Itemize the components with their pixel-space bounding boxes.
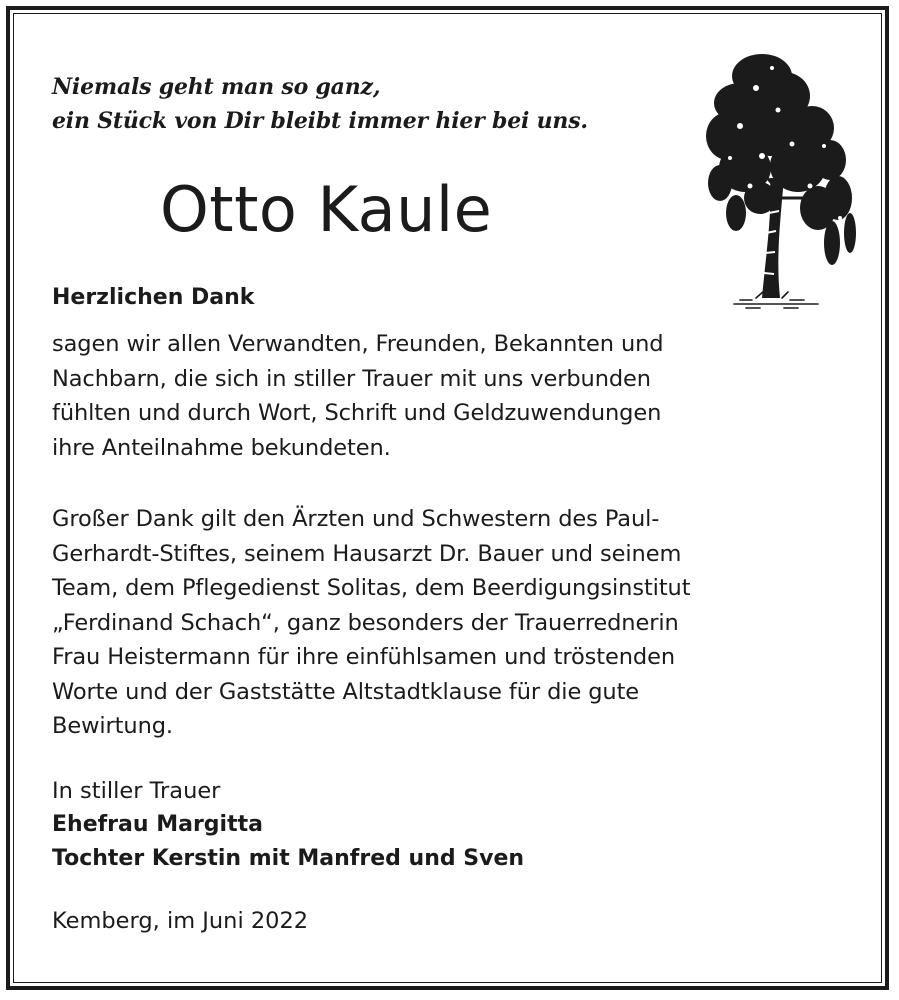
paragraph-special-thanks [52, 502, 690, 744]
paragraph-thanks [52, 327, 663, 465]
motto [52, 70, 588, 138]
text-line: sagen wir allen Verwandten, Freunden, Bekannten und [52, 331, 664, 357]
text-line: Gerhardt-Stiftes, seinem Hausarzt Dr. Bauer und seinem [52, 540, 682, 567]
thanks-heading: Herzlichen Dank [52, 285, 255, 310]
text-line: fühlten und durch Wort, Schrift und Geldzuwendungen [52, 400, 662, 426]
text-line: ihre Anteilnahme bekundeten. [52, 434, 391, 461]
closing-intro: In stiller Trauer [52, 778, 221, 804]
text-line: Frau Heistermann für ihre einfühlsamen und tröstenden [52, 644, 675, 670]
family-member-1: Ehefrau Margitta [52, 812, 263, 837]
text-line: Worte und der Gaststätte Altstadtklause für die gute [52, 678, 640, 705]
motto-line-1: Niemals geht man so ganz, [52, 74, 381, 100]
text-line: Bewirtung. [52, 713, 173, 739]
text-line: Nachbarn, die sich in stiller Trauer mit uns verbunden [52, 365, 651, 392]
family-member-2: Tochter Kerstin mit Manfred und Sven [52, 846, 525, 871]
motto-line-2: ein Stück von Dir bleibt immer hier bei uns. [52, 108, 588, 134]
deceased-name: Otto Kaule [160, 173, 493, 246]
place-date: Kemberg, im Juni 2022 [52, 908, 309, 934]
closing-block [52, 774, 524, 876]
text-line: „Ferdinand Schach“, ganz besonders der Trauerrednerin [52, 609, 679, 636]
birch-tree-icon [700, 48, 860, 316]
text-line: Großer Dank gilt den Ärzten und Schwestern des Paul- [52, 506, 660, 532]
text-line: Team, dem Pflegedienst Solitas, dem Beerdigungsinstitut [52, 575, 691, 601]
